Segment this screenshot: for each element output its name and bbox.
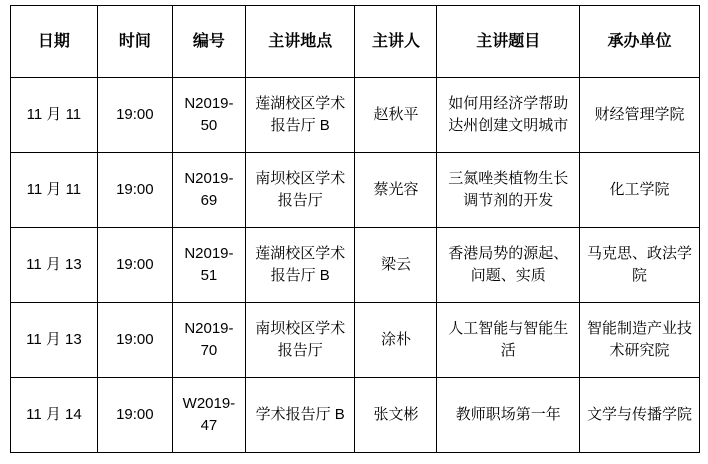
cell-code: N2019-51 <box>172 228 245 303</box>
cell-time: 19:00 <box>97 153 172 228</box>
table-row <box>11 303 700 378</box>
header-organizer: 承办单位 <box>580 6 700 78</box>
cell-organizer: 马克思、政法学院 <box>580 228 700 303</box>
header-topic: 主讲题目 <box>437 6 580 78</box>
cell-date: 11 月 13 <box>11 303 98 378</box>
cell-speaker: 涂朴 <box>355 303 437 378</box>
table-row <box>11 378 700 453</box>
cell-speaker: 赵秋平 <box>355 78 437 153</box>
cell-time: 19:00 <box>97 228 172 303</box>
cell-organizer: 文学与传播学院 <box>580 378 700 453</box>
table-row <box>11 153 700 228</box>
cell-organizer: 化工学院 <box>580 153 700 228</box>
cell-code: N2019-69 <box>172 153 245 228</box>
cell-topic: 三氮唑类植物生长调节剂的开发 <box>437 153 580 228</box>
header-code: 编号 <box>172 6 245 78</box>
cell-code: N2019-70 <box>172 303 245 378</box>
cell-location: 学术报告厅 B <box>245 378 355 453</box>
cell-speaker: 梁云 <box>355 228 437 303</box>
table-row <box>11 78 700 153</box>
header-date: 日期 <box>11 6 98 78</box>
cell-date: 11 月 11 <box>11 153 98 228</box>
cell-organizer: 财经管理学院 <box>580 78 700 153</box>
cell-code: W2019-47 <box>172 378 245 453</box>
cell-location: 莲湖校区学术报告厅 B <box>245 78 355 153</box>
cell-location: 莲湖校区学术报告厅 B <box>245 228 355 303</box>
cell-topic: 香港局势的源起、问题、实质 <box>437 228 580 303</box>
table-header-row <box>11 6 700 78</box>
cell-topic: 如何用经济学帮助达州创建文明城市 <box>437 78 580 153</box>
cell-speaker: 蔡光容 <box>355 153 437 228</box>
cell-date: 11 月 11 <box>11 78 98 153</box>
table-row <box>11 228 700 303</box>
cell-time: 19:00 <box>97 378 172 453</box>
cell-time: 19:00 <box>97 303 172 378</box>
cell-date: 11 月 14 <box>11 378 98 453</box>
cell-location: 南坝校区学术报告厅 <box>245 303 355 378</box>
lecture-schedule-table <box>10 5 700 453</box>
cell-code: N2019-50 <box>172 78 245 153</box>
header-speaker: 主讲人 <box>355 6 437 78</box>
cell-organizer: 智能制造产业技术研究院 <box>580 303 700 378</box>
cell-topic: 人工智能与智能生活 <box>437 303 580 378</box>
cell-speaker: 张文彬 <box>355 378 437 453</box>
header-location: 主讲地点 <box>245 6 355 78</box>
cell-date: 11 月 13 <box>11 228 98 303</box>
cell-time: 19:00 <box>97 78 172 153</box>
cell-topic: 教师职场第一年 <box>437 378 580 453</box>
cell-location: 南坝校区学术报告厅 <box>245 153 355 228</box>
header-time: 时间 <box>97 6 172 78</box>
